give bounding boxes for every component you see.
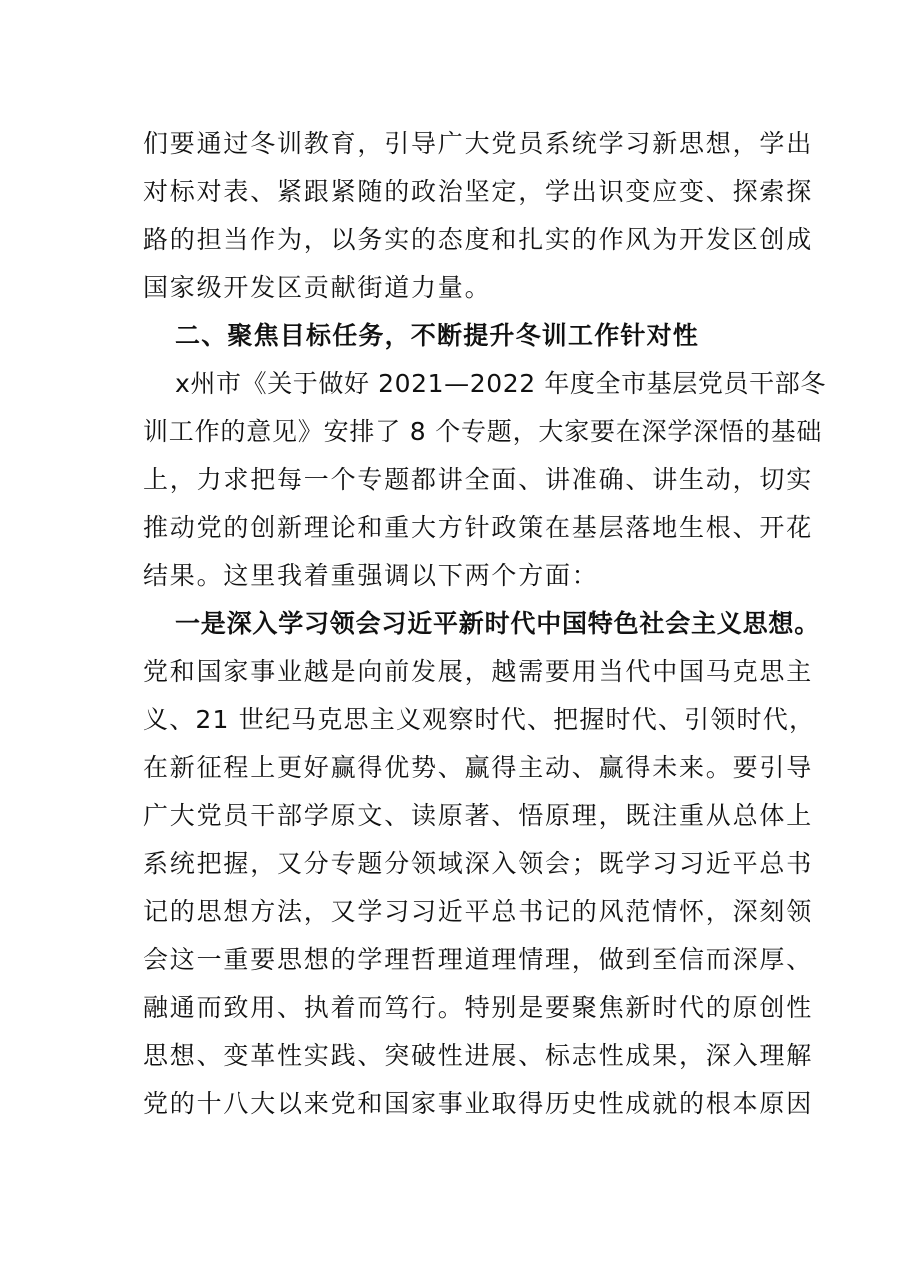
paragraph-2-line-5: 结果。这里我着重强调以下两个方面：	[143, 561, 599, 590]
section-heading: 二、聚焦目标任务，不断提升冬训工作针对性	[175, 321, 700, 350]
paragraph-1-line-1: 们要通过冬训教育，引导广大党员系统学习新思想，学出	[143, 129, 814, 158]
paragraph-2-line-4: 推动党的创新理论和重大方针政策在基层落地生根、开花	[143, 513, 814, 542]
paragraph-3-line-3: 在新征程上更好赢得优势、赢得主动、赢得未来。要引导	[143, 753, 814, 782]
paragraph-3-line-8: 融通而致用、执着而笃行。特别是要聚焦新时代的原创性	[143, 993, 814, 1022]
paragraph-1-line-2: 对标对表、紧跟紧随的政治坚定，学出识变应变、探索探	[143, 177, 814, 206]
paragraph-3-line-10: 党的十八大以来党和国家事业取得历史性成就的根本原因	[143, 1089, 814, 1118]
paragraph-3-lead: 一是深入学习领会习近平新时代中国特色社会主义思想。	[175, 609, 821, 638]
paragraph-2-line-1: x州市《关于做好 2021—2022 年度全市基层党员干部冬	[175, 369, 826, 398]
paragraph-3-line-4: 广大党员干部学原文、读原著、悟原理，既注重从总体上	[143, 801, 814, 830]
paragraph-3-line-9: 思想、变革性实践、突破性进展、标志性成果，深入理解	[143, 1041, 814, 1070]
paragraph-1-line-4: 国家级开发区贡献街道力量。	[143, 273, 492, 302]
paragraph-2-line-3: 上，力求把每一个专题都讲全面、讲准确、讲生动，切实	[143, 465, 814, 494]
paragraph-3-line-1: 党和国家事业越是向前发展，越需要用当代中国马克思主	[143, 657, 814, 686]
paragraph-3-line-7: 会这一重要思想的学理哲理道理情理，做到至信而深厚、	[143, 945, 814, 974]
paragraph-3-line-2: 义、21 世纪马克思主义观察时代、把握时代、引领时代，	[143, 705, 816, 734]
paragraph-3-line-6: 记的思想方法，又学习习近平总书记的风范情怀，深刻领	[143, 897, 814, 926]
paragraph-2-line-2: 训工作的意见》安排了 8 个专题，大家要在深学深悟的基础	[143, 417, 823, 446]
paragraph-1-line-3: 路的担当作为，以务实的态度和扎实的作风为开发区创成	[143, 225, 814, 254]
paragraph-3-line-5: 系统把握，又分专题分领域深入领会；既学习习近平总书	[143, 849, 814, 878]
